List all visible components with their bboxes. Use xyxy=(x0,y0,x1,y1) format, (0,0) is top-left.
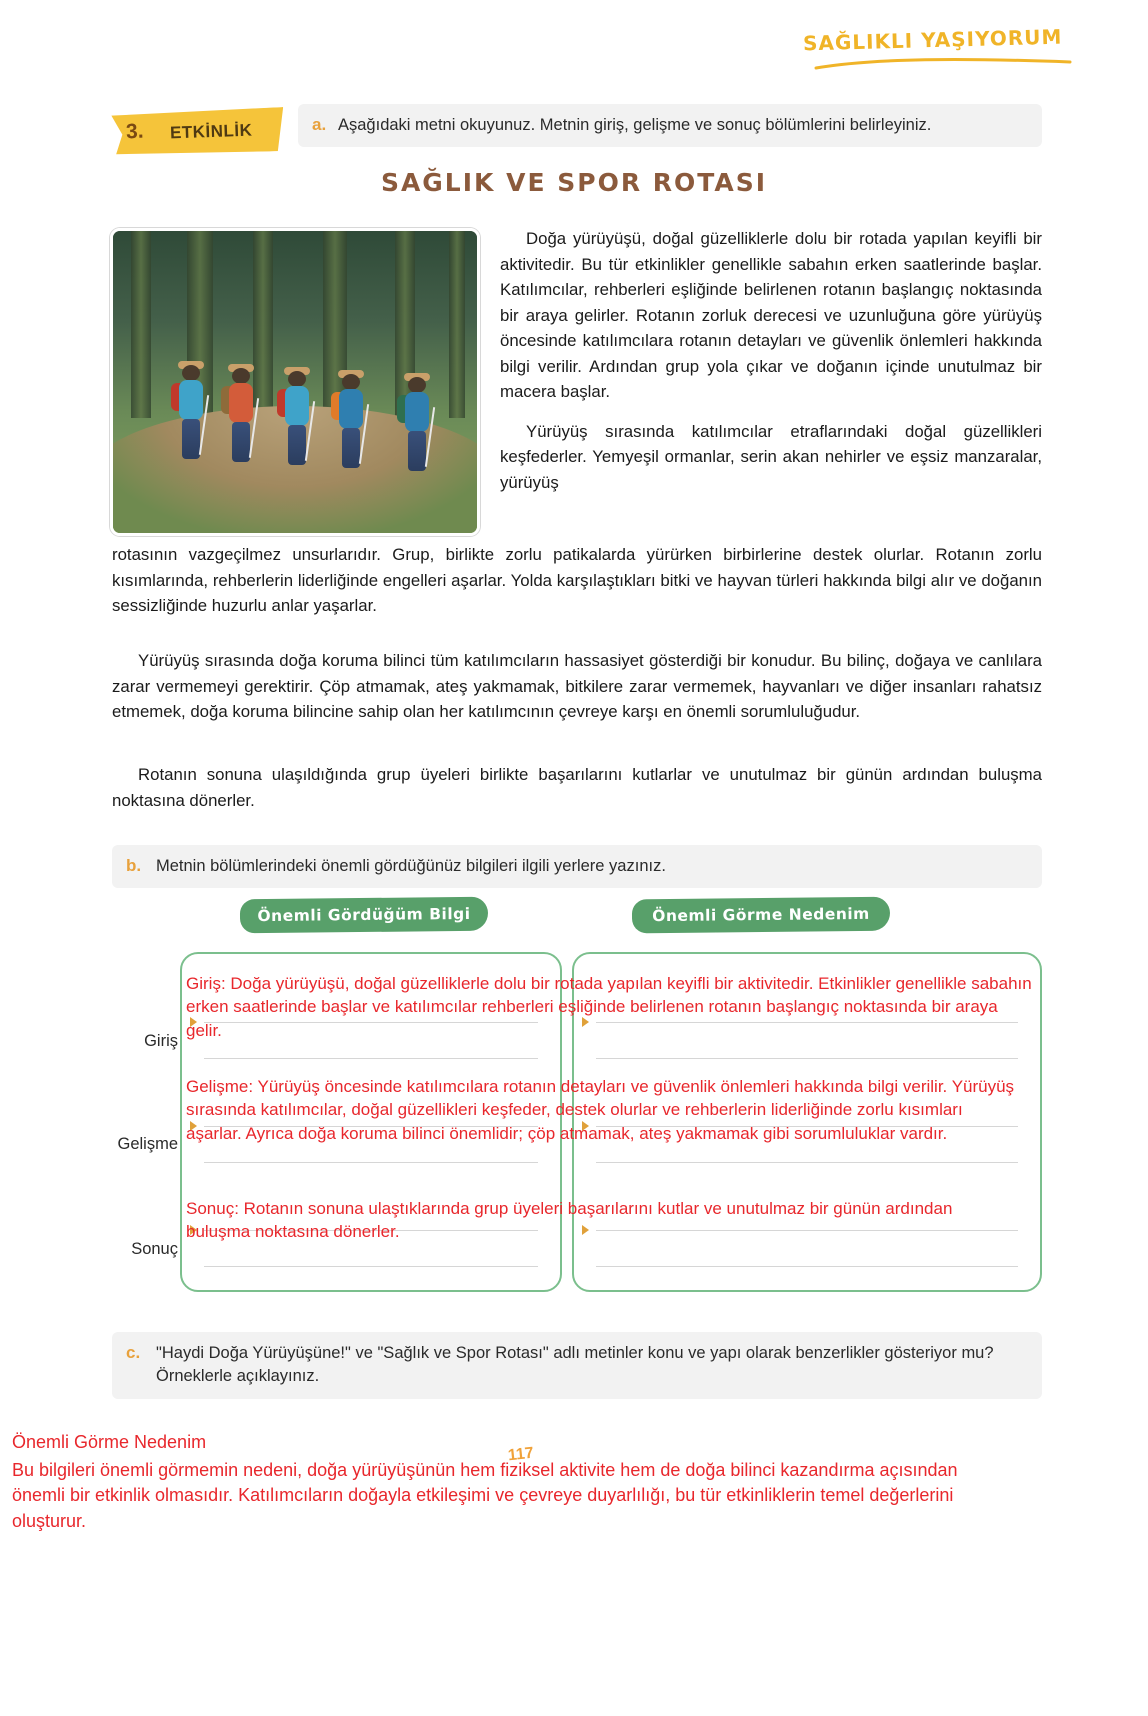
row-label-gelisme: Gelişme xyxy=(117,1135,178,1153)
reading-title: SAĞLIK VE SPOR ROTASI xyxy=(380,168,768,197)
page-number: 117 xyxy=(507,1444,535,1465)
instruction-a-marker: a. xyxy=(312,115,327,134)
column-header-important-info: Önemli Gördüğüm Bilgi xyxy=(240,897,488,934)
hikers-illustration xyxy=(110,228,480,536)
activity-label: ETKİNLİK xyxy=(169,120,253,143)
reading-paragraph-1: Doğa yürüyüşü, doğal güzelliklerle dolu bir rotada yapılan keyifli bir aktivitedir. Bu tür etkinlikler genellikle sabahın erken saatlerinde başlar. Katılımcılar, rehberleri eşliğinde belirlenen rotanın başlangıç noktasında bir araya gelirler. Rotanın zorluk derecesi ve uzunluğuna göre yürüyüş öncesinde katılımcılara rotanın detayları ve güvenlik önlemleri hakkında bilgi verilir. Ardından grup yola çıkar ve doğanın içinde unutulmaz bir macera başlar. xyxy=(500,229,1042,402)
instruction-c xyxy=(112,1332,1042,1399)
bottom-note[interactable] xyxy=(12,1430,1012,1534)
header-swoosh-decoration xyxy=(814,56,1074,72)
header-script-title: SAĞLIKLI YAŞIYORUM xyxy=(802,24,1063,56)
bottom-note-text: Bu bilgileri önemli görmemin nedeni, doğa yürüyüşünün hem fiziksel aktivite hem de doğa bilinci kazandırma açısından önemli bir etkinlik olmasıdır. Katılımcıların doğayla etkileşimi ve çevreye duyarlılığı, bu tür etkinliklerin temel değerlerini oluşturur. xyxy=(12,1459,958,1531)
instruction-a xyxy=(298,104,1042,147)
reading-paragraph-4: Rotanın sonuna ulaşıldığında grup üyeleri birlikte başarılarını kutlarlar ve unutulmaz bir günün ardından buluşma noktasına dönerler. xyxy=(112,765,1042,810)
reading-paragraph-2-start: Yürüyüş sırasında katılımcılar etraflarındaki doğal güzellikleri keşfederler. Yemyeşil ormanlar, serin akan nehirler ve eşsiz manzaralar, yürüyüş xyxy=(500,421,1042,492)
reading-column-text xyxy=(500,226,1042,495)
column-header-reason: Önemli Görme Nedenim xyxy=(632,897,890,934)
instruction-b xyxy=(112,845,1042,888)
answer-text-giris[interactable]: Giriş: Doğa yürüyüşü, doğal güzelliklerle dolu bir rotada yapılan keyifli bir aktivitedir. Etkinlikler genellikle sabahın erken saatlerinde başlar ve katılımcılar rehberleri eşliğinde belirlenen rotanın başlangıç noktasında bir araya gelir. xyxy=(186,974,1032,1040)
instruction-b-marker: b. xyxy=(126,856,142,875)
instruction-c-marker: c. xyxy=(126,1343,141,1362)
bottom-note-title: Önemli Görme Nedenim xyxy=(12,1432,207,1452)
page-header xyxy=(662,22,1082,70)
instruction-c-text: "Haydi Doğa Yürüyüşüne!" ve "Sağlık ve Spor Rotası" adlı metinler konu ve yapı olarak benzerlikler gösteriyor mu? Örneklerle açıklayınız. xyxy=(156,1344,994,1386)
instruction-b-text: Metnin bölümlerindeki önemli gördüğünüz bilgileri ilgili yerlere yazınız. xyxy=(156,857,666,875)
answer-text-sonuc[interactable]: Sonuç: Rotanın sonuna ulaştıklarında grup üyeleri başarılarını kutlar ve unutulmaz bir günün ardından buluşma noktasına dönerler. xyxy=(186,1199,953,1242)
row-label-sonuc: Sonuç xyxy=(131,1240,178,1258)
activity-number: 3. xyxy=(125,119,145,144)
reading-paragraph-2-rest: rotasının vazgeçilmez unsurlarıdır. Grup, birlikte zorlu patikalarda yürürken birbirlerine destek olurlar. Rotanın zorlu kısımlarında, rehberlerin liderliğinde engelleri aşarlar. Yolda karşılaştıkları bitki ve hayvan türleri hakkında bilgi alır ve doğanın sessizliğinde huzurlu anlar yaşarlar. xyxy=(112,545,1042,616)
answer-text-gelisme[interactable]: Gelişme: Yürüyüş öncesinde katılımcılara rotanın detayları ve güvenlik önlemleri hakkında bilgi verilir. Yürüyüş sırasında katılımcılar, doğal güzellikleri keşfeder, destek olurlar ve rehberlerin liderliğinde zorlu kısımları aşarlar. Ayrıca doğa koruma bilinci önemlidir; çöp atmamak, ateş yakmamak gibi sorumluluklar vardır. xyxy=(186,1077,1015,1143)
reading-paragraph-3: Yürüyüş sırasında doğa koruma bilinci tüm katılımcıların hassasiyet gösterdiği bir konudur. Bu bilinç, doğaya ve canlılara zarar vermemeyi gerektirir. Çöp atmamak, ateş yakmamak, bitkilere zarar vermemek, hayvanları ve diğer insanları rahatsız etmemek, doğa koruma bilincine sahip olan her katılımcının çevreye karşı en önemli sorumluluğudur. xyxy=(112,651,1042,722)
instruction-a-text: Aşağıdaki metni okuyunuz. Metnin giriş, gelişme ve sonuç bölümlerini belirleyiniz. xyxy=(338,116,932,134)
activity-badge xyxy=(112,110,284,158)
row-label-giris: Giriş xyxy=(144,1032,178,1050)
